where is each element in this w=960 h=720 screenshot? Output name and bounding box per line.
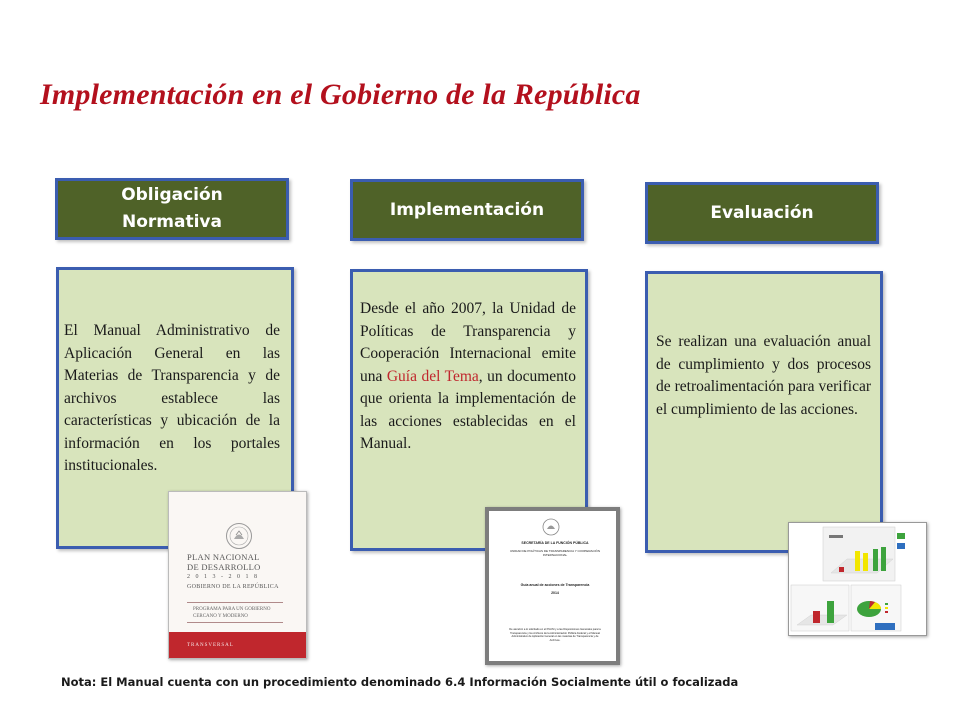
- body-text-part: , un documento que orienta la implementación de las acciones establecidas en el Manual.: [360, 367, 576, 452]
- guide-description: De atención a lo solicitado en el PGCM y a las Disposiciones Generales para la Transparencia y los Archivos de la Administración Pública Federal y el Manual Administrativo de Aplicación General en las materias de Transparencia y de Archivos.: [509, 628, 601, 642]
- guide-unit: UNIDAD DE POLÍTICAS DE TRANSPARENCIA Y COOPERACIÓN INTERNACIONAL: [510, 549, 600, 557]
- charts-thumbnail-graphic: [789, 523, 926, 635]
- header-label: Evaluación: [710, 202, 814, 223]
- plan-line-1: PLAN NACIONAL: [187, 552, 260, 562]
- header-label: Implementación: [389, 199, 545, 220]
- program-title: [193, 606, 289, 620]
- divider: [187, 622, 283, 623]
- transversal-band: [169, 632, 306, 658]
- body-text-part: Desde el año 2007, la Unidad de Políticas de Transparencia y Cooperación Internacional emite una: [360, 300, 576, 385]
- page-title: Implementación en el Gobierno de la República: [40, 78, 641, 111]
- header-line-1: Obligación: [121, 185, 223, 205]
- mexico-seal-icon: [542, 518, 560, 536]
- program-line-1: PROGRAMA PARA UN GOBIERNO: [193, 607, 271, 612]
- body-text-evaluacion: Se realizan una evaluación anual de cumplimiento y dos procesos de retroalimentación para verificar el cumplimiento de las acciones.: [656, 333, 871, 418]
- plan-title: [187, 552, 287, 592]
- header-evaluacion: [645, 182, 879, 244]
- header-obligacion-normativa: [55, 178, 289, 240]
- evaluation-charts-image: [788, 522, 927, 636]
- guia-del-tema-link[interactable]: Guía del Tema: [386, 367, 479, 385]
- header-line-2: Normativa: [122, 212, 222, 232]
- mexico-seal-icon: [225, 522, 253, 550]
- header-implementacion: [350, 179, 584, 241]
- program-line-2: CERCANO Y MODERNO: [193, 614, 248, 619]
- plan-line-3: GOBIERNO DE LA REPÚBLICA: [187, 584, 279, 590]
- guia-document-image: [485, 507, 620, 665]
- plan-nacional-cover-image: [168, 491, 307, 659]
- plan-line-2: DE DESARROLLO: [187, 562, 261, 572]
- footnote: Nota: El Manual cuenta con un procedimiento denominado 6.4 Información Socialmente útil o focalizada: [61, 675, 739, 689]
- body-text-implementacion: [360, 298, 576, 456]
- guide-title: Guía anual de acciones de Transparencia: [520, 583, 590, 587]
- band-label: TRANSVERSAL: [187, 642, 234, 648]
- divider: [187, 602, 283, 603]
- body-text-obligacion: El Manual Administrativo de Aplicación General en las Materias de Transparencia y de archivos establece las características y ubicación de la información en los portales institucionales.: [64, 322, 280, 474]
- plan-years: 2 0 1 3 - 2 0 1 8: [187, 574, 259, 580]
- guide-org: SECRETARÍA DE LA FUNCIÓN PÚBLICA: [521, 541, 589, 545]
- guide-year: 2014: [551, 591, 559, 595]
